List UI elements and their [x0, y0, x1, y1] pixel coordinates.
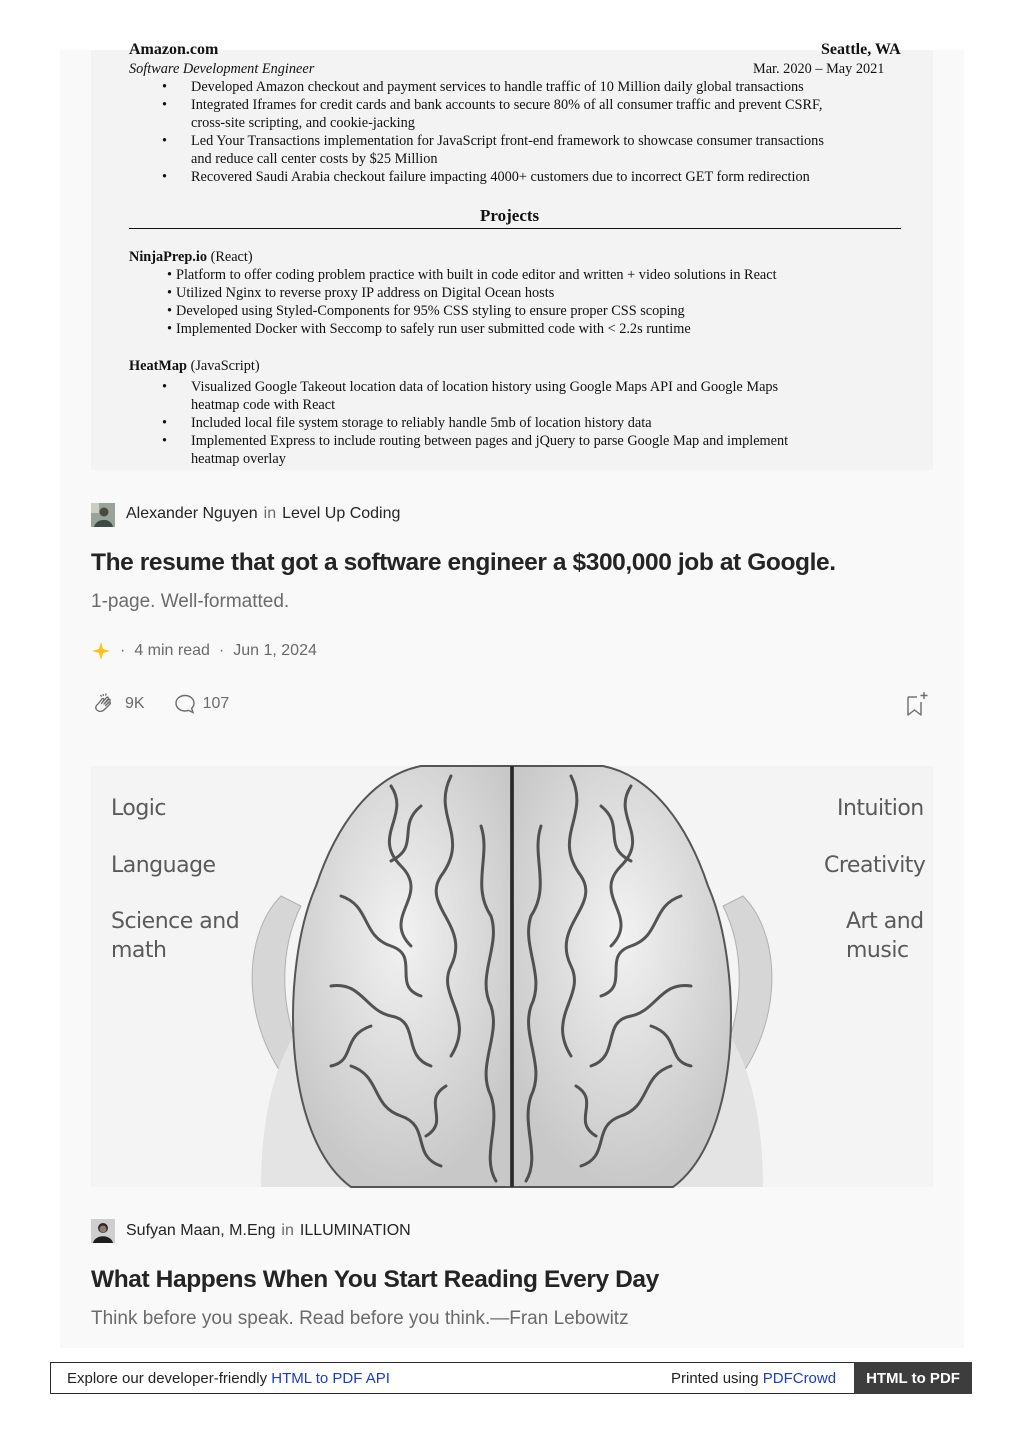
resume-bullet-cont: and reduce call center costs by $25 Million: [191, 151, 438, 167]
resume-role: Software Development Engineer: [129, 61, 315, 77]
resume-bullet: • Visualized Google Takeout location data of location history using Google Maps API and Google Maps: [162, 379, 779, 395]
resume-project-title: NinjaPrep.io (React): [129, 249, 253, 265]
pdfcrowd-footer: [50, 1362, 972, 1394]
brain-label-logic: Logic: [111, 796, 167, 821]
resume-location: Seattle, WA: [821, 41, 901, 58]
resume-bullet: • Included local file system storage to reliably handle 5mb of location history data: [162, 415, 652, 431]
response-count: 107: [202, 695, 230, 712]
save-bookmark-button[interactable]: [903, 690, 931, 718]
resume-bullet: • Platform to offer coding problem practice with built in code editor and written + video solutions in React: [167, 267, 777, 283]
resume-project-bullets: [129, 266, 777, 338]
resume-bullet: • Recovered Saudi Arabia checkout failure impacting 4000+ customers due to incorrect GET form redirection: [162, 169, 810, 185]
author-avatar[interactable]: [91, 1219, 115, 1243]
article-subtitle[interactable]: Think before you speak. Read before you think.—Fran Lebowitz: [91, 1308, 629, 1329]
resume-bullet: • Utilized Nginx to reverse proxy IP address on Digital Ocean hosts: [167, 285, 555, 301]
resume-project-title: HeatMap (JavaScript): [129, 358, 260, 374]
resume-experience-bullets: [129, 78, 824, 186]
brain-label-creativity: Creativity: [824, 853, 926, 878]
clap-count: 9K: [125, 695, 145, 712]
clap-icon: [91, 690, 119, 718]
resume-divider: [129, 228, 901, 229]
html-to-pdf-button[interactable]: HTML to PDF: [854, 1362, 972, 1394]
byline-in: in: [281, 1222, 294, 1239]
pdfcrowd-link[interactable]: PDFCrowd: [762, 1370, 837, 1387]
bookmark-add-icon: [903, 705, 931, 722]
resume-project-bullets: [129, 378, 788, 468]
article-preview-image-resume[interactable]: [91, 41, 933, 470]
brain-label-science: Science and: [111, 909, 240, 934]
brain-label-math: math: [111, 938, 167, 963]
resume-dates: Mar. 2020 – May 2021: [753, 61, 885, 77]
article-title[interactable]: The resume that got a software engineer a $300,000 job at Google.: [91, 549, 836, 576]
publish-date: Jun 1, 2024: [233, 642, 317, 659]
read-time: 4 min read: [134, 642, 210, 659]
resume-projects-heading: Projects: [480, 206, 540, 225]
byline: [126, 1222, 411, 1240]
html-to-pdf-api-link[interactable]: HTML to PDF API: [271, 1370, 390, 1387]
brain-label-language: Language: [111, 853, 216, 878]
resume-bullet: • Led Your Transactions implementation for JavaScript front-end framework to showcase consumer transactions: [162, 133, 824, 149]
clap-button[interactable]: [91, 690, 145, 718]
article-preview-image-brain[interactable]: [91, 766, 933, 1187]
responses-button[interactable]: [173, 692, 230, 716]
publication-name[interactable]: Level Up Coding: [282, 505, 401, 522]
resume-bullet: • Developed using Styled-Components for 95% CSS styling to ensure proper CSS scoping: [167, 303, 685, 319]
byline-in: in: [263, 505, 277, 522]
resume-bullet-cont: heatmap code with React: [191, 397, 336, 413]
brain-label-art: Art and: [846, 909, 924, 934]
footer-explore: Explore our developer-friendly HTML to PDF API: [67, 1370, 390, 1387]
resume-bullet-cont: heatmap overlay: [191, 451, 286, 467]
resume-company: Amazon.com: [129, 41, 219, 58]
author-name[interactable]: Sufyan Maan, M.Eng: [126, 1222, 276, 1239]
brain-label-music: music: [846, 938, 909, 963]
resume-bullet: • Integrated Iframes for credit cards and bank accounts to secure 80% of all consumer traffic and prevent CSRF,: [162, 97, 823, 113]
author-name[interactable]: Alexander Nguyen: [126, 505, 258, 522]
resume-bullet: • Implemented Docker with Seccomp to safely run user submitted code with < 2.2s runtime: [167, 321, 691, 337]
article-actions: [91, 690, 229, 718]
byline: [126, 505, 400, 523]
article-title[interactable]: What Happens When You Start Reading Every Day: [91, 1266, 659, 1293]
brain-illustration: [91, 766, 933, 1187]
sparkle-icon: [91, 641, 111, 661]
article-subtitle[interactable]: 1-page. Well-formatted.: [91, 591, 290, 612]
resume-bullet-cont: cross-site scripting, and cookie-jacking: [191, 115, 415, 131]
resume-bullet: • Developed Amazon checkout and payment services to handle traffic of 10 Million daily global transactions: [162, 79, 804, 95]
publication-name[interactable]: ILLUMINATION: [299, 1222, 411, 1239]
footer-printed: Printed using PDFCrowd: [671, 1370, 837, 1387]
article-meta: · 4 min read · Jun 1, 2024: [91, 640, 317, 662]
brain-label-intuition: Intuition: [837, 796, 924, 821]
comment-icon: [173, 692, 197, 716]
author-avatar[interactable]: [91, 503, 115, 527]
resume-bullet: • Implemented Express to include routing between pages and jQuery to parse Google Map and implement: [162, 433, 789, 449]
